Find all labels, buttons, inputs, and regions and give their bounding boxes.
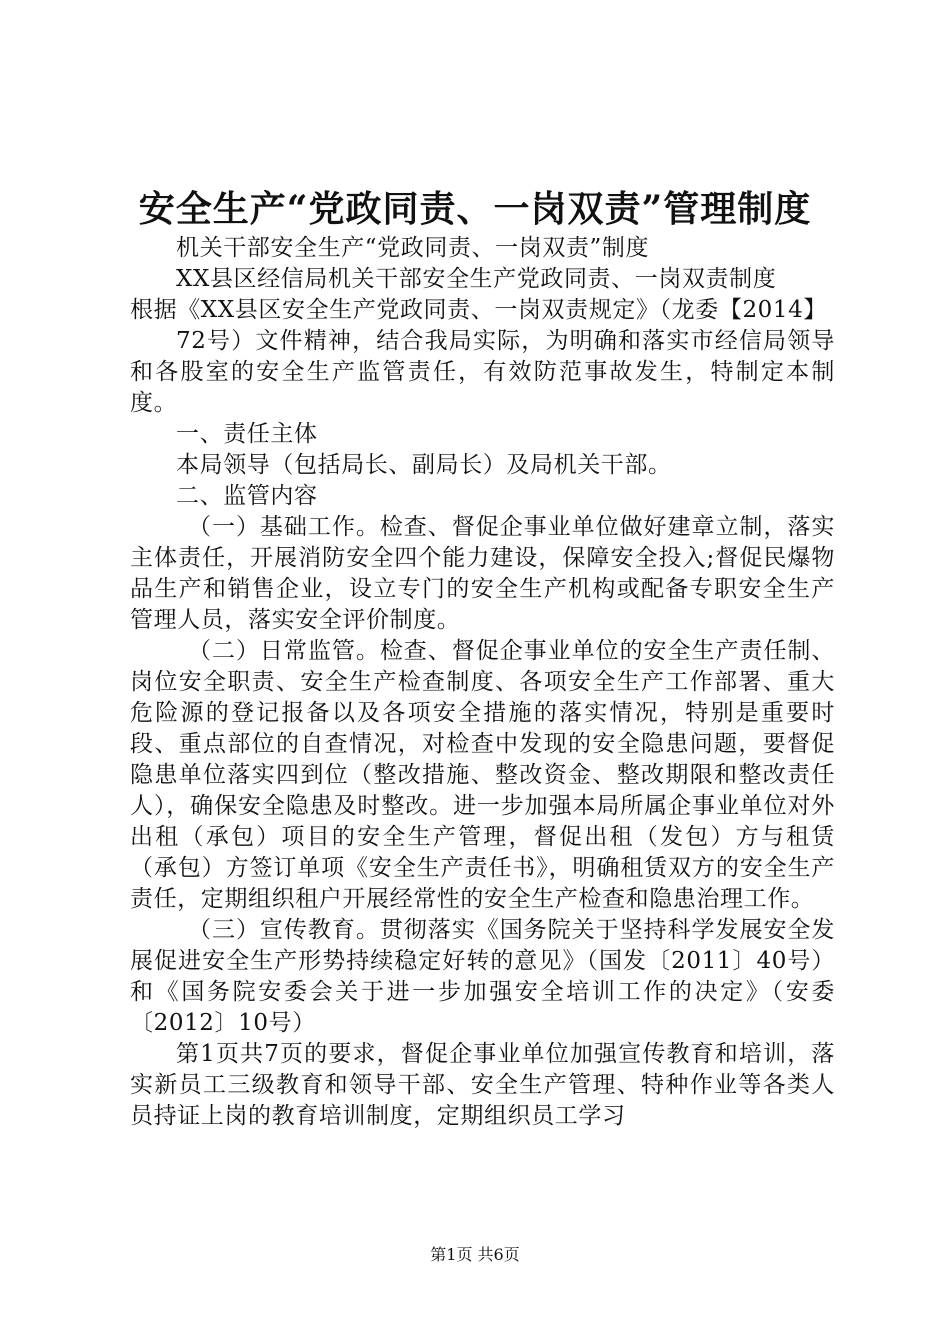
paragraph-daily-supervision: （二）日常监管。检查、督促企事业单位的安全生产责任制、岗位安全职责、安全生产检查制度、各项安全生产工作部署、重大危险源的登记报备以及各项安全措施的落实情况，特别是重要时段、重点部位的自查情况，对检查中发现的安全隐患问题，要督促隐患单位落实四到位（整改措施、整改资金、整改期限和整改责任人），确保安全隐患及时整改。进一步加强本局所属企事业单位对外出租（承包）项目的安全生产管理，督促出租（发包）方与租赁（承包）方签订单项《安全生产责任书》，明确租赁双方的安全生产责任，定期组织租户开展经常性的安全生产检查和隐患治理工作。: [130, 638, 835, 912]
paragraph-subtitle: 机关干部安全生产“党政同责、一岗双责”制度: [176, 235, 650, 261]
paragraph-education: （三）宣传教育。贯彻落实《国务院关于坚持科学发展安全发展促进安全生产形势持续稳定好转的意见》（国发〔2011〕40号）和《国务院安委会关于进一步加强安全培训工作的决定》（安委〔2012〕10号）: [130, 917, 835, 1036]
paragraph-heading: XX县区经信局机关干部安全生产党政同责、一岗双责制度: [176, 266, 777, 292]
section-heading-1: 一、责任主体: [176, 421, 318, 447]
section-heading-2: 二、监管内容: [176, 483, 318, 509]
document-body: [130, 233, 835, 1132]
paragraph-basis: 根据《XX县区安全生产党政同责、一岗双责规定》（龙委【2014】: [130, 297, 827, 323]
paragraph-subject: 本局领导（包括局长、副局长）及局机关干部。: [176, 452, 672, 478]
paragraph-purpose: 72号）文件精神，结合我局实际，为明确和落实市经信局领导和各股室的安全生产监管责任，有效防范事故发生，特制定本制度。: [130, 328, 835, 416]
document-title: 安全生产“党政同责、一岗双责”管理制度: [138, 188, 812, 230]
paragraph-requirements: 第1页共7页的要求，督促企事业单位加强宣传教育和培训，落实新员工三级教育和领导干部、安全生产管理、特种作业等各类人员持证上岗的教育培训制度，定期组织员工学习: [130, 1041, 835, 1129]
paragraph-basic-work: （一）基础工作。检查、督促企事业单位做好建章立制，落实主体责任，开展消防安全四个能力建设，保障安全投入;督促民爆物品生产和销售企业，设立专门的安全生产机构或配备专职安全生产管理人员，落实安全评价制度。: [130, 514, 835, 633]
page-footer: 第1页 共6页: [430, 1245, 520, 1264]
